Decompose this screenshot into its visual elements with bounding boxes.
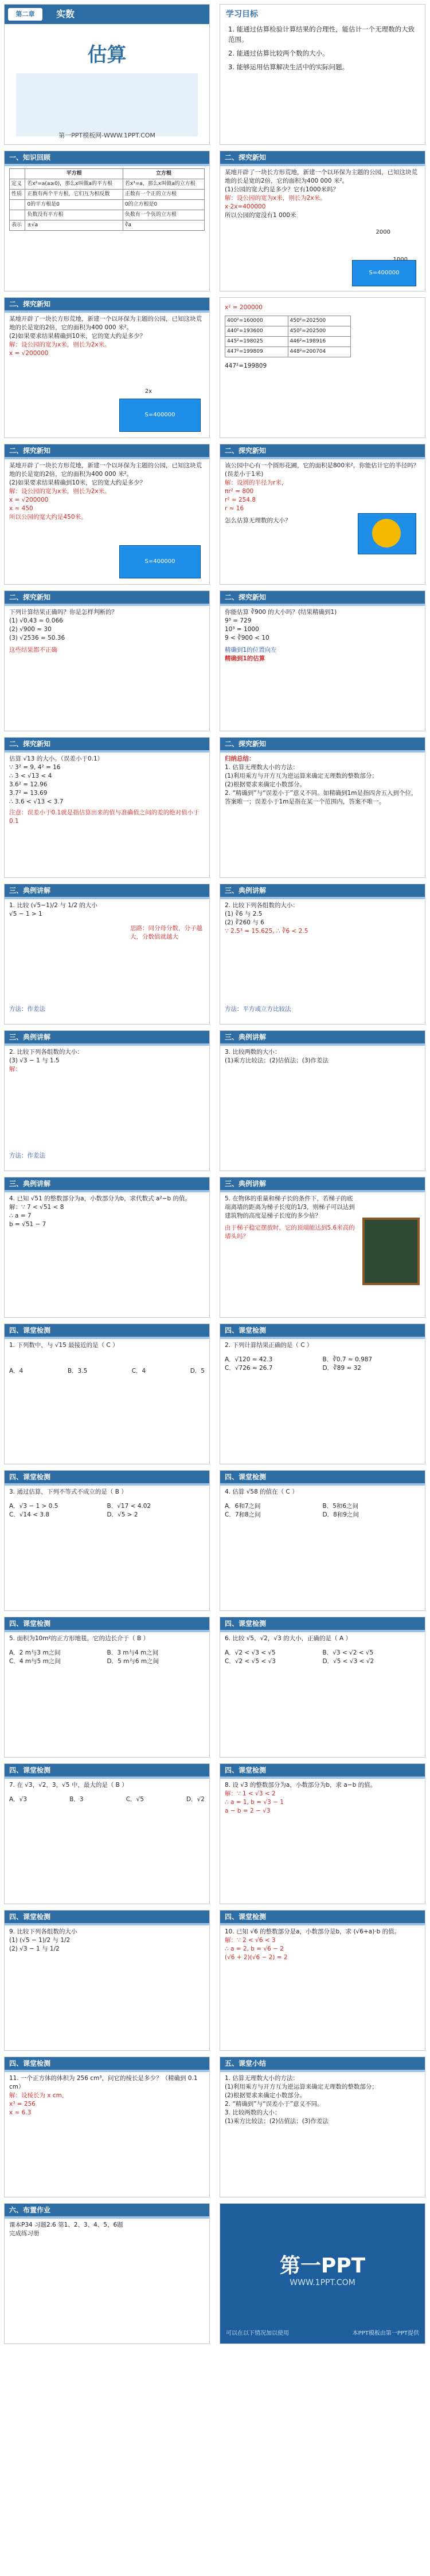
question: (1)公园的宽大约是多少？它有1000米吗？: [225, 186, 339, 193]
page-title: 估算: [87, 44, 127, 66]
calc-line: 9 < ∛900 < 10: [225, 635, 269, 641]
calc-line: (2) ∛260 与 6: [225, 919, 264, 926]
calc-line: 解：设棱长为 x cm，: [9, 2092, 68, 2099]
question: 1. 下列数中，与 √15 最接近的是（ C ）: [9, 1342, 119, 1349]
question: 你能估算 ∛900 的大小吗？(结果精确到1): [225, 609, 337, 616]
explore-slide-2: [4, 297, 210, 438]
option: A．6和7之间: [225, 1503, 261, 1510]
calc-line: a − b = 2 − √3: [225, 1807, 271, 1814]
calc-line: 解：∵ 7 < √51 < 8: [9, 1204, 64, 1211]
section-title: 三、典例讲解: [220, 1177, 425, 1190]
option: D．5 m与6 m之间: [107, 1658, 159, 1665]
quiz-slide-5: [4, 1617, 210, 1758]
calc-line: ∴ a = 2, b = √6 − 2: [225, 1945, 284, 1952]
calc-line: ∴ 3 < √13 < 4: [9, 773, 52, 779]
example-slide-1: [4, 884, 210, 1025]
explore-slide-8: [4, 737, 210, 878]
quiz-slide-10: [220, 1910, 425, 2051]
option: B．3: [69, 1796, 84, 1803]
option: B．3 m与4 m之间: [107, 1649, 159, 1656]
option: C．√14 < 3.8: [9, 1511, 50, 1518]
title-slide: [4, 4, 210, 145]
homework-slide: [4, 2203, 210, 2344]
solution: 解：设公园的宽为x米，则长为2x米。: [225, 195, 326, 202]
footer-right: 本PPT模板由第一PPT提供: [352, 2330, 419, 2337]
goal-item: 3. 能够运用估算解决生活中的实际问题。: [228, 63, 349, 71]
summary-item: 1. 估算无理数大小的方法：: [225, 2075, 299, 2082]
options: [9, 1795, 205, 1804]
option: B．∛0.7 ≈ 0.987: [322, 1356, 373, 1363]
section-title: 二、探究新知: [5, 738, 209, 750]
explore-slide-3: [220, 297, 425, 438]
equation: πr² = 800: [225, 488, 254, 495]
question: 7. 在 √3，√2，3，√5 中，最大的是（ B ）: [9, 1782, 128, 1789]
quiz-slide-7: [4, 1763, 210, 1904]
option: C．√5: [126, 1796, 144, 1803]
question: 2. 比较下列各组数的大小：: [9, 1049, 83, 1055]
col-head: 立方根: [123, 169, 204, 179]
chapter-name: 实数: [56, 9, 75, 19]
question: (2)如果要求结果精确到10米，它的宽大约是多少？: [9, 479, 146, 486]
calc-line: x³ = 256: [9, 2101, 36, 2108]
problem-text: 该公园中心有一个圆形花圃，它的面积是800米²，你能估计它的半径吗？: [225, 462, 420, 469]
solution: 解：设公园的宽为x米，则长为2x米。: [9, 341, 111, 348]
summary-item: 3. 比较两数的大小：: [225, 2109, 281, 2116]
option: D．5: [190, 1368, 205, 1374]
summary-item: 1. 估算无理数大小的方法：: [225, 764, 299, 771]
option: B．√17 < 4.02: [107, 1503, 151, 1510]
option: C．7和8之间: [225, 1511, 261, 1518]
section-title: 四、课堂检测: [5, 1324, 209, 1337]
problem-text: 某地开辟了一块长方形荒地，新建一个以环保为主题的公园，已知这块荒地的长是宽的2倍，它的面积为400 000 米²。: [9, 462, 202, 478]
solution: 解：设公园的宽为x米，则长为2x米。: [9, 488, 111, 495]
question: 下列计算结果正确吗？你是怎样判断的？: [9, 609, 118, 616]
calc-line: x ≈ 6.3: [9, 2109, 32, 2116]
example-slide-5: [4, 1177, 210, 1318]
section-title: 二、探究新知: [220, 151, 425, 164]
answer: 解：: [9, 1066, 21, 1073]
solution: 解：设圆的半径为r米，: [225, 479, 288, 486]
method: 方法：作差法: [9, 1152, 45, 1159]
title-decoration: [16, 73, 198, 136]
quiz-slide-9: [4, 1910, 210, 2051]
quiz-slide-8: [220, 1763, 425, 1904]
question: 2. 下列计算结果正确的是（ C ）: [225, 1342, 313, 1349]
summary-item: (2)根据要求来确定小数部分。: [225, 781, 306, 788]
section-title: 四、课堂检测: [220, 1764, 425, 1777]
option: A．√2 < √3 < √5: [225, 1649, 276, 1656]
quiz-slide-3: [4, 1470, 210, 1611]
calc-line: ∴ a = 7: [9, 1212, 32, 1219]
question: (2)如果要求结果精确到10米，它的宽大约是多少？: [9, 333, 146, 340]
calc-line: (√6 + 2)(√6 − 2) = 2: [225, 1954, 288, 1961]
options: [9, 1649, 205, 1666]
goals-heading: 学习目标: [226, 10, 258, 19]
equation: r ≈ 16: [225, 505, 244, 512]
calc-line: (2) √900 ≈ 30: [9, 626, 52, 633]
section-title: 二、探究新知: [220, 738, 425, 750]
option: D．8和9之间: [322, 1511, 359, 1518]
summary-item: 2. “精确到”与“误差小于”意义不同。: [225, 2101, 323, 2108]
summary-item: (2)根据要求来确定小数部分。: [225, 2092, 306, 2099]
section-title: 六、布置作业: [5, 2204, 209, 2216]
options: [9, 1367, 205, 1376]
note: 注意：误差小于0.1就是指估算出来的值与准确值之间的差的绝对值小于0.1: [9, 809, 200, 825]
option: A．√120 ≈ 42.3: [225, 1356, 273, 1363]
equation: r² ≈ 254.8: [225, 497, 256, 503]
option: B．√3 < √2 < √5: [322, 1649, 374, 1656]
slide-header: [5, 151, 209, 166]
question: 5. 在物体的重量和梯子长的条件下，若梯子的底端离墙的距离为梯子长度的1/3，则梯子可以达到建筑物的高度是梯子长度的多少倍？: [225, 1195, 355, 1219]
section-title: 三、典例讲解: [5, 884, 209, 897]
question: 3. 比较两数的大小：: [225, 1049, 281, 1055]
example-slide-6: [220, 1177, 425, 1318]
summary-item: (1)利用乘方与开方互为逆运算来确定无理数的整数部分；: [225, 2083, 378, 2090]
option: D．√2: [186, 1796, 205, 1803]
section-title: 三、典例讲解: [5, 1031, 209, 1043]
question: 2. 比较下列各组数的大小：: [225, 902, 299, 909]
calc-line: (3) √2536 ≈ 50.36: [9, 635, 65, 641]
goal-item: 1. 能通过估算检验计算结果的合理性，能估计一个无理数的大致范围。: [228, 25, 415, 44]
section-title: 四、课堂检测: [5, 1764, 209, 1777]
problem-text: 某地开辟了一块长方形荒地，新建一个以环保为主题的公园，已知这块荒地的长是宽的2倍，它的面积为400 000 米²。: [225, 169, 417, 184]
dim-label: 2x: [144, 388, 152, 395]
dim-label: 2000: [376, 229, 390, 235]
area-rect: S=400000: [119, 545, 201, 578]
option: C．√2 < √5 < √3: [225, 1658, 276, 1665]
tag-label: 精确到1的估算: [225, 655, 265, 662]
explore-slide-1: [220, 151, 425, 292]
question: 估算 √13 的大小。（误差小于0.1）: [9, 755, 104, 762]
equation: x ≈ 450: [9, 505, 33, 512]
example-slide-4: [220, 1030, 425, 1171]
section-title: 二、探究新知: [220, 591, 425, 604]
section-title: 四、课堂检测: [220, 1471, 425, 1483]
section-title: 二、探究新知: [5, 298, 209, 310]
brand-line: 第一PPT模板网-WWW.1PPT.COM: [58, 132, 155, 139]
option: D．√5 < √3 < √2: [322, 1658, 374, 1665]
question: 3. 通过估算，下列不等式不成立的是（ B ）: [9, 1488, 127, 1495]
answer: ∵ 2.5³ = 15.625, ∴ ∛6 < 2.5: [225, 928, 308, 935]
note: 精确到1的位置向左: [225, 647, 277, 653]
section-title: 四、课堂检测: [220, 1324, 425, 1337]
summary-slide-1: [220, 737, 425, 878]
option: C．√726 ≈ 26.7: [225, 1365, 273, 1372]
section-title: 四、课堂检测: [220, 1617, 425, 1630]
calc-line: (1) ∛6 与 2.5: [225, 911, 263, 917]
estimate-table: 400²=160000 450²=202500 440²=193600 450²=202500 445²=198025 446²=198916 447²=199809 448²=200704: [225, 316, 351, 357]
question: 10. 已知 √6 的整数部分是a，小数部分是b，求 (√6+a)·b 的值。: [225, 1928, 401, 1935]
calc-line: ∴ a = 1, b = √3 − 1: [225, 1799, 284, 1806]
example-slide-3: [4, 1030, 210, 1171]
note: 思路：同分母分数，分子越大，分数值就越大: [130, 925, 202, 940]
summary-slide-2: [220, 2057, 425, 2197]
note: 这些结果都不正确: [9, 647, 57, 653]
section-title: 四、课堂检测: [5, 1911, 209, 1923]
calc-line: (3) √3 − 1 与 1.5: [9, 1057, 60, 1064]
summary-title: 归纳总结：: [225, 755, 255, 762]
question: 4. 已知 √51 的整数部分为a，小数部分为b，求代数式 a²−b 的值。: [9, 1195, 191, 1202]
goals-list: [228, 24, 418, 76]
note: 由于梯子稳定摆放时，它的顶端能达到5.6米高的墙头吗？: [225, 1224, 355, 1240]
summary-item: 2. “精确到”与“误差小于”意义不同。如精确到1m是指四舍五入到个位，答案唯一；误差小于1m是指在某一个范围内，答案不唯一。: [225, 790, 417, 805]
option: A．2 m与3 m之间: [9, 1649, 61, 1656]
option: A．√3 − 1 > 0.5: [9, 1503, 58, 1510]
review-table: 平方根 立方根 定义 若x²=a(a≥0)，那么x叫做a的平方根 若x³=a，那么x叫做a的立方根 性质 正数有两个平方根，它们互为相反数 正数有一个正的立方根 0的平方根是0 0的立方根是0 负数没有平方根 负数有一个负的立方根 表示 ±√a ∛a: [9, 168, 205, 231]
summary-item: (1)利用乘方与开方互为逆运算来确定无理数的整数部分；: [225, 773, 378, 779]
note: 所以公园的宽没有1 000米: [225, 212, 296, 219]
section-title: 四、课堂检测: [220, 1911, 425, 1923]
col-head: 平方根: [25, 169, 123, 179]
equation: x·2x=400000: [225, 203, 266, 210]
question: 4. 估算 √58 的值在（ C ）: [225, 1488, 298, 1495]
section-title: 一、知识回顾: [5, 151, 209, 164]
option: A．4: [9, 1368, 24, 1374]
answer: 所以公园的宽大约是450米。: [9, 514, 87, 521]
section-title: 五、课堂小结: [220, 2057, 425, 2070]
problem-text: 某地开辟了一块长方形荒地，新建一个以环保为主题的公园，已知这块荒地的长是宽的2倍，它的面积为400 000 米²。: [9, 316, 202, 331]
section-title: 二、探究新知: [5, 444, 209, 457]
logo: 第一PPT: [279, 2254, 366, 2278]
calc-line: √5 − 1 > 1: [9, 911, 42, 917]
calc-line: 3.7² = 13.69: [9, 790, 48, 797]
section-title: 二、探究新知: [220, 444, 425, 457]
quiz-slide-6: [220, 1617, 425, 1758]
note: 怎么估算无理数的大小？: [225, 517, 291, 524]
options: [225, 1649, 420, 1666]
method: 方法：作差法: [9, 1006, 45, 1013]
flower-bed-circle: [372, 519, 401, 548]
option: B．3.5: [67, 1368, 88, 1374]
option: D．√5 > 2: [107, 1511, 138, 1518]
option: B．5和6之间: [322, 1503, 359, 1510]
explore-slide-6: [4, 590, 210, 731]
question: 5. 面积为10m²的正方形地毯，它的边长介于（ B ）: [9, 1635, 150, 1642]
explore-slide-4: [4, 444, 210, 585]
chapter-label: 第二章: [8, 8, 42, 21]
options: [9, 1502, 205, 1519]
logo-subtitle: WWW.1PPT.COM: [290, 2278, 355, 2287]
homework-text: 课本P34 习题2.6 第1、2、3、4、5、6题: [9, 2221, 123, 2228]
option: C．4 m与5 m之间: [9, 1658, 61, 1665]
area-rect: S=400000: [119, 399, 201, 432]
explore-slide-7: [220, 590, 425, 731]
end-slide: [220, 2203, 425, 2344]
calc-line: 解：∵ 2 < √6 < 3: [225, 1937, 276, 1944]
footer-left: 可以在以下情况加以使用: [226, 2330, 289, 2337]
example-slide-2: [220, 884, 425, 1025]
calc-line: (1) (√5 − 1)/2 与 1/2: [9, 1937, 71, 1944]
section-title: 四、课堂检测: [5, 1471, 209, 1483]
section-title: 四、课堂检测: [5, 1617, 209, 1630]
calc-line: ∴ 3.6 < √13 < 3.7: [9, 798, 64, 805]
calc-line: 10³ = 1000: [225, 626, 259, 633]
option: D．∛89 ≈ 32: [322, 1365, 361, 1372]
calc-line: 解：∵ 1 < √3 < 2: [225, 1790, 276, 1797]
section-title: 三、典例讲解: [220, 1031, 425, 1043]
calc-line: b = √51 − 7: [9, 1221, 46, 1228]
calc-line: ∵ 3² = 9, 4² = 16: [9, 764, 61, 771]
quiz-slide-11: [4, 2057, 210, 2197]
question: 8. 设 √3 的整数部分为a，小数部分为b，求 a−b 的值。: [225, 1782, 377, 1789]
question: 9. 比较下列各组数的大小: [9, 1928, 77, 1935]
area-rect: S=400000: [352, 260, 416, 286]
result-line: 447²=199809: [225, 363, 267, 369]
section-title: 三、典例讲解: [220, 884, 425, 897]
options: [225, 1502, 420, 1519]
quiz-slide-4: [220, 1470, 425, 1611]
calc-line: (1) √0.43 ≈ 0.066: [9, 617, 63, 624]
homework-text: 完成练习册: [9, 2230, 40, 2237]
question: (误差小于1米): [225, 471, 264, 478]
calc-line: (1)乘方比较法；(2)估值法；(3)作差法: [225, 1057, 329, 1064]
question: 6. 比较 √5，√2，√3 的大小，正确的是（ A ）: [225, 1635, 352, 1642]
section-title: 二、探究新知: [5, 591, 209, 604]
option: C．4: [131, 1368, 146, 1374]
calc-line: 3.6² = 12.96: [9, 781, 48, 788]
goals-slide: [220, 4, 425, 145]
blackboard-image: [362, 1218, 420, 1285]
review-slide: [4, 151, 210, 292]
method: 方法：平方或立方比较法: [225, 1006, 291, 1013]
goal-item: 2. 能通过估算比较两个数的大小。: [228, 49, 329, 57]
question: 11. 一个正方体的体积为 256 cm³，问它的棱长是多少？（精确到 0.1 cm）: [9, 2075, 198, 2090]
equation: x² = 200000: [225, 304, 263, 311]
equation: x = √200000: [9, 350, 49, 357]
quiz-slide-2: [220, 1324, 425, 1464]
quiz-slide-1: [4, 1324, 210, 1464]
option: A．√3: [9, 1796, 28, 1803]
calc-line: (2) √3 − 1 与 1/2: [9, 1945, 60, 1952]
question: 1. 比较 (√5−1)/2 与 1/2 的大小: [9, 902, 97, 909]
calc-line: 9³ = 729: [225, 617, 252, 624]
section-title: 四、课堂检测: [5, 2057, 209, 2070]
explore-slide-5: [220, 444, 425, 585]
equation: x = √200000: [9, 497, 49, 503]
summary-item: (1)乘方比较法；(2)估值法；(3)作差法: [225, 2118, 329, 2125]
section-title: 三、典例讲解: [5, 1177, 209, 1190]
options: [225, 1356, 420, 1373]
